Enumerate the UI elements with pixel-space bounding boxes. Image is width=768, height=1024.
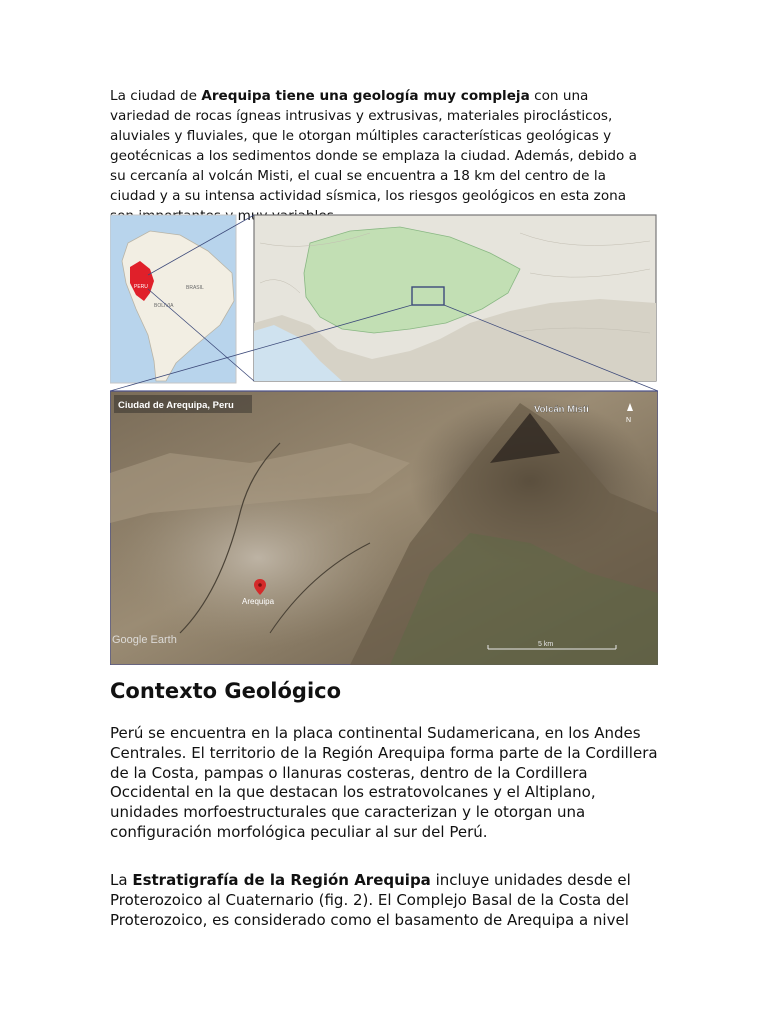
inset-label-bolivia: BOLIVIA [154,303,174,309]
inset-label-brasil: BRASIL [186,285,204,291]
arequipa-location-figure [110,213,658,665]
strat-text-start: La [110,871,133,889]
aerial-title: Ciudad de Arequipa, Peru [118,400,234,411]
city-label: Arequipa [242,597,275,606]
strat-bold-text: Estratigrafía de la Región Arequipa [132,871,431,889]
intro-text-start: La ciudad de [110,88,202,104]
volcano-label: Volcán Misti [534,404,589,415]
svg-text:5 km: 5 km [538,641,554,648]
arequipa-region-map [254,215,656,381]
context-paragraph: Perú se encuentra en la placa continental Sudamericana, en los Andes Centrales. El territorio de la Región Arequipa forma parte de la Cordillera de la Costa, pampas o llanuras costeras, dentro de la Cordillera Occidental en la que destacan los estratovolcanes y el Altiplano, unidades morfoestructurales que caracterizan y le otorgan una configuración morfológica peculiar al sur del Perú. [110,724,658,841]
section-heading: Contexto Geológico [110,679,342,703]
google-earth-watermark: Google Earth [112,634,177,646]
intro-bold-text: Arequipa tiene una geología muy compleja [201,88,530,104]
aerial-view-image [110,391,658,665]
intro-paragraph [110,86,650,226]
inset-label-peru: PERU [134,284,148,290]
south-america-inset-map [110,215,236,383]
intro-text-rest: con una variedad de rocas ígneas intrusivas y extrusivas, materiales piroclásticos, aluviales y fluviales, que le otorgan múltiples características geológicas y geotécnicas a los sedimentos donde se emplaza la ciudad. Además, debido a su cercanía al volcán Misti, el cual se encuentra a 18 km del centro de la ciudad y a su intensa actividad sísmica, los riesgos geológicos en esta zona muy [110,88,637,224]
strat-text-rest: incluye unidades desde el Proterozoico al Cuaternario (fig. 2). El Complejo Basal de la Costa del Proterozoico, es considerado como el basamento de Arequipa a nivel [110,871,631,929]
stratigraphy-paragraph [110,871,660,930]
svg-text:N: N [626,417,632,424]
